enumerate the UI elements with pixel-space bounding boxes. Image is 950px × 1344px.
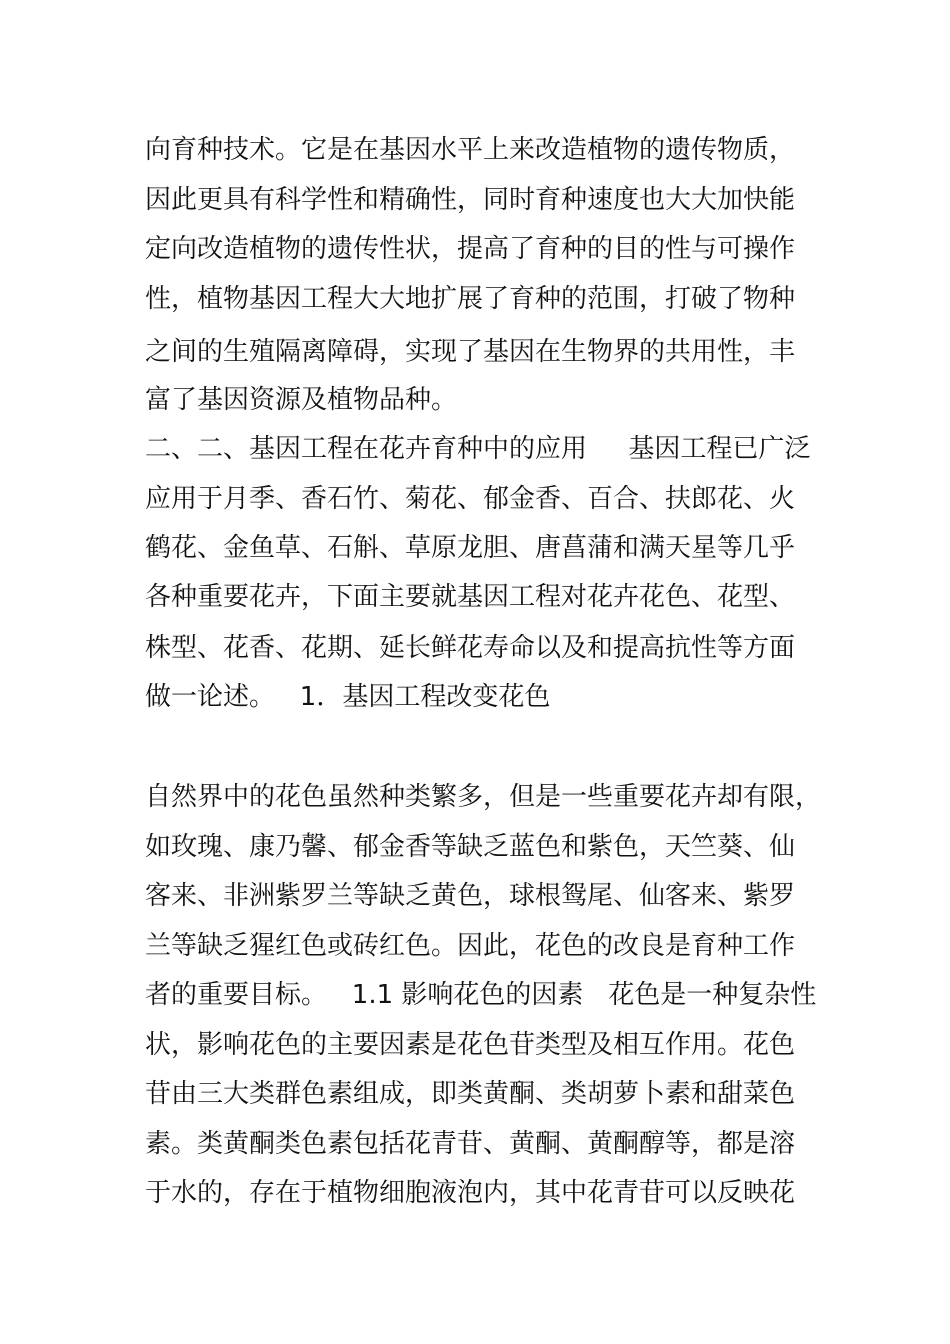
text-line: 状，影响花色的主要因素是花色苷类型及相互作用。花色 — [145, 1030, 796, 1060]
text-line: 定向改造植物的遗传性状，提高了育种的目的性与可操作 — [145, 234, 796, 264]
text-line: 苷由三大类群色素组成，即类黄酮、类胡萝卜素和甜菜色 — [145, 1079, 796, 1109]
text-line: 因此更具有科学性和精确性，同时育种速度也大大加快能 — [145, 185, 796, 215]
text-line: 向育种技术。它是在基因水平上来改造植物的遗传物质， — [145, 135, 796, 165]
text-line: 自然界中的花色虽然种类繁多，但是一些重要花卉却有限， — [145, 782, 822, 812]
text-line: 之间的生殖隔离障碍，实现了基因在生物界的共用性，丰 — [145, 337, 796, 367]
text-line: 于水的，存在于植物细胞液泡内，其中花青苷可以反映花 — [145, 1178, 796, 1208]
text-line: 株型、花香、花期、延长鲜花寿命以及和提高抗性等方面 — [145, 633, 796, 663]
text-line: 兰等缺乏猩红色或砖红色。因此，花色的改良是育种工作 — [145, 931, 796, 961]
text-line: 如玫瑰、康乃馨、郁金香等缺乏蓝色和紫色，天竺葵、仙 — [145, 832, 796, 862]
text-line: 鹤花、金鱼草、石斛、草原龙胆、唐菖蒲和满天星等几乎 — [145, 533, 796, 563]
text-line: 应用于月季、香石竹、菊花、郁金香、百合、扶郎花、火 — [145, 484, 796, 514]
text-line: 各种重要花卉，下面主要就基因工程对花卉花色、花型、 — [145, 582, 796, 612]
text-line: 性，植物基因工程大大地扩展了育种的范围，打破了物种 — [145, 284, 796, 314]
text-line: 客来、非洲紫罗兰等缺乏黄色，球根鸳尾、仙客来、紫罗 — [145, 881, 796, 911]
text-line: 素。类黄酮类色素包括花青苷、黄酮、黄酮醇等，都是溶 — [145, 1129, 796, 1159]
subsection-heading-line: 做一论述。 1．基因工程改变花色 — [145, 682, 551, 712]
text-line: 者的重要目标。 1.1 影响花色的因素 花色是一种复杂性 — [145, 980, 817, 1010]
text-line: 富了基因资源及植物品种。 — [145, 385, 458, 415]
section-heading-line: 二、二、基因工程在花卉育种中的应用 基因工程已广泛 — [145, 434, 811, 464]
